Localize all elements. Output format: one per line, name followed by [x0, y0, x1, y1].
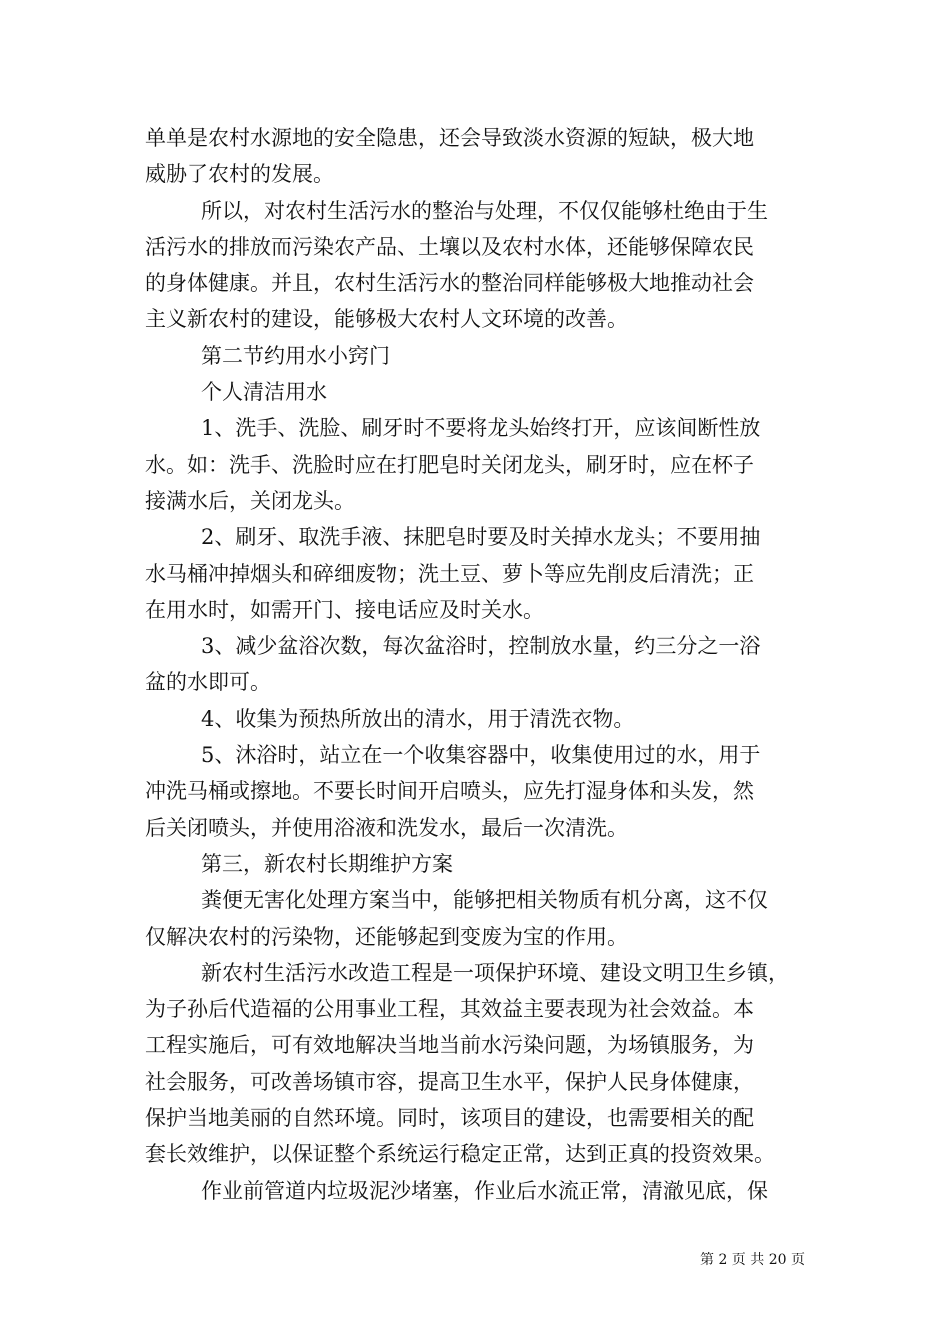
text-line: 5、沐浴时，站立在一个收集容器中，收集使用过的水，用于: [201, 743, 761, 768]
text-line: 在用水时，如需开门、接电话应及时关水。: [145, 597, 544, 622]
body-text: [145, 120, 810, 1209]
text-line: 威胁了农村的发展。: [145, 162, 334, 187]
text-line: 作业前管道内垃圾泥沙堵塞，作业后水流正常，清澈见底，保: [201, 1178, 768, 1203]
text-line: 活污水的排放而污染农产品、土壤以及农村水体，还能够保障农民: [145, 234, 754, 259]
text-line: 接满水后，关闭龙头。: [145, 488, 355, 513]
text-line: 所以，对农村生活污水的整治与处理，不仅仅能够杜绝由于生: [201, 198, 768, 223]
text-line: 粪便无害化处理方案当中，能够把相关物质有机分离，这不仅: [201, 888, 768, 913]
text-line: 冲洗马桶或擦地。不要长时间开启喷头，应先打湿身体和头发，然: [145, 779, 754, 804]
text-line: 盆的水即可。: [145, 670, 271, 695]
text-line: 4、收集为预热所放出的清水，用于清洗衣物。: [201, 706, 635, 731]
text-line: 水。如：洗手、洗脸时应在打肥皂时关闭龙头，刷牙时，应在杯子: [145, 452, 754, 477]
text-line: 后关闭喷头，并使用浴液和洗发水，最后一次清洗。: [145, 815, 628, 840]
text-line: 主义新农村的建设，能够极大农村人文环境的改善。: [145, 307, 628, 332]
section-heading: 第三，新农村长期维护方案: [201, 851, 453, 876]
text-line: 保护当地美丽的自然环境。同时，该项目的建设，也需要相关的配: [145, 1106, 754, 1131]
text-line: 为子孙后代造福的公用事业工程，其效益主要表现为社会效益。本: [145, 997, 754, 1022]
section-heading: 第二节约用水小窍门: [201, 343, 390, 368]
text-line: 3、减少盆浴次数，每次盆浴时，控制放水量，约三分之一浴: [201, 634, 761, 659]
text-line: 的身体健康。并且，农村生活污水的整治同样能够极大地推动社会: [145, 271, 754, 296]
text-line: 2、刷牙、取洗手液、抹肥皂时要及时关掉水龙头；不要用抽: [201, 525, 761, 550]
text-line: 单单是农村水源地的安全隐患，还会导致淡水资源的短缺，极大地: [145, 126, 754, 150]
text-line: 工程实施后，可有效地解决当地当前水污染问题，为场镇服务，为: [145, 1033, 754, 1058]
text-line: 套长效维护，以保证整个系统运行稳定正常，达到正真的投资效果。: [145, 1142, 775, 1167]
text-line: 新农村生活污水改造工程是一项保护环境、建设文明卫生乡镇，: [201, 960, 789, 985]
text-line: 水马桶冲掉烟头和碎细废物；洗土豆、萝卜等应先削皮后清洗；正: [145, 561, 754, 586]
text-line: 1、洗手、洗脸、刷牙时不要将龙头始终打开，应该间断性放: [201, 416, 761, 441]
text-line: 仅解决农村的污染物，还能够起到变废为宝的作用。: [145, 924, 628, 949]
subsection-heading: 个人清洁用水: [201, 380, 327, 405]
page-number: 第 2 页 共 20 页: [700, 1252, 805, 1268]
text-line: 社会服务，可改善场镇市容，提高卫生水平，保护人民身体健康，: [145, 1069, 754, 1094]
